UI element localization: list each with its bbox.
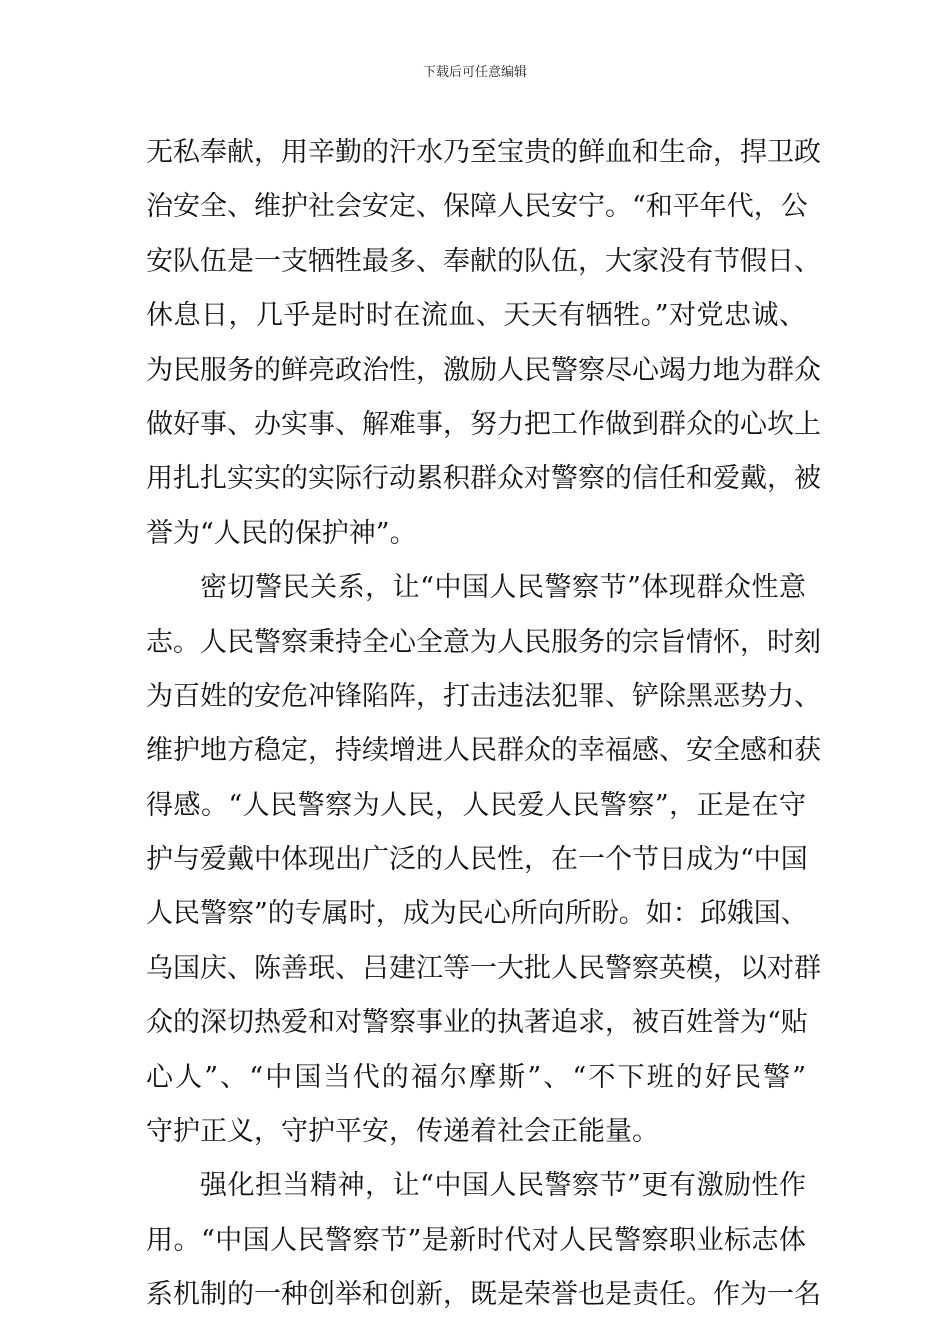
text-line: 治安全、维护社会安定、保障人民安宁。“和平年代，公 — [146, 191, 808, 223]
paragraph — [146, 126, 821, 561]
text-line: 密切警民关系，让“中国人民警察节”体现群众性意 — [200, 572, 806, 604]
text-line: 为民服务的鲜亮政治性，激励人民警察尽心竭力地为群众 — [146, 354, 821, 386]
text-line: 乌国庆、陈善珉、吕建江等一大批人民警察英模，以对群 — [146, 952, 821, 984]
text-line: 人民警察”的专属时，成为民心所向所盼。如：邱娥国、 — [146, 898, 808, 930]
text-line: 守护正义，守护平安，传递着社会正能量。 — [146, 1116, 659, 1148]
paragraph — [146, 1159, 821, 1322]
text-line: 维护地方稳定，持续增进人民群众的幸福感、安全感和获 — [146, 735, 821, 767]
text-line: 无私奉献，用辛勤的汗水乃至宝贵的鲜血和生命，捍卫政 — [146, 137, 821, 168]
text-line: 护与爱戴中体现出广泛的人民性，在一个节日成为“中国 — [146, 844, 808, 876]
text-line: 系机制的一种创举和创新，既是荣誉也是责任。作为一名 — [146, 1279, 821, 1311]
text-line: 志。人民警察秉持全心全意为人民服务的宗旨情怀，时刻 — [146, 626, 821, 658]
document-body — [146, 126, 821, 1323]
page-header: 下载后可任意编辑 — [422, 65, 527, 80]
text-line: 心人”、“中国当代的福尔摩斯”、“不下班的好民警” — [146, 1061, 806, 1093]
paragraph — [146, 561, 821, 1159]
text-line: 强化担当精神，让“中国人民警察节”更有激励性作 — [200, 1170, 806, 1202]
text-line: 得感。“人民警察为人民，人民爱人民警察”，正是在守 — [146, 789, 806, 821]
text-line: 休息日，几乎是时时在流血、天天有牺牲。”对党忠诚、 — [146, 300, 806, 332]
text-line: 用扎扎实实的实际行动累积群众对警察的信任和爱戴，被 — [146, 463, 821, 495]
text-line: 誉为“人民的保护神”。 — [146, 517, 417, 549]
text-line: 用。“中国人民警察节”是新时代对人民警察职业标志体 — [146, 1224, 806, 1256]
text-line: 为百姓的安危冲锋陷阵，打击违法犯罪、铲除黑恶势力、 — [146, 680, 821, 712]
text-line: 做好事、办实事、解难事，努力把工作做到群众的心坎上 — [146, 408, 821, 440]
text-line: 众的深切热爱和对警察事业的执著追求，被百姓誉为“贴 — [146, 1007, 808, 1039]
text-line: 安队伍是一支牺牲最多、奉献的队伍，大家没有节假日、 — [146, 245, 821, 277]
